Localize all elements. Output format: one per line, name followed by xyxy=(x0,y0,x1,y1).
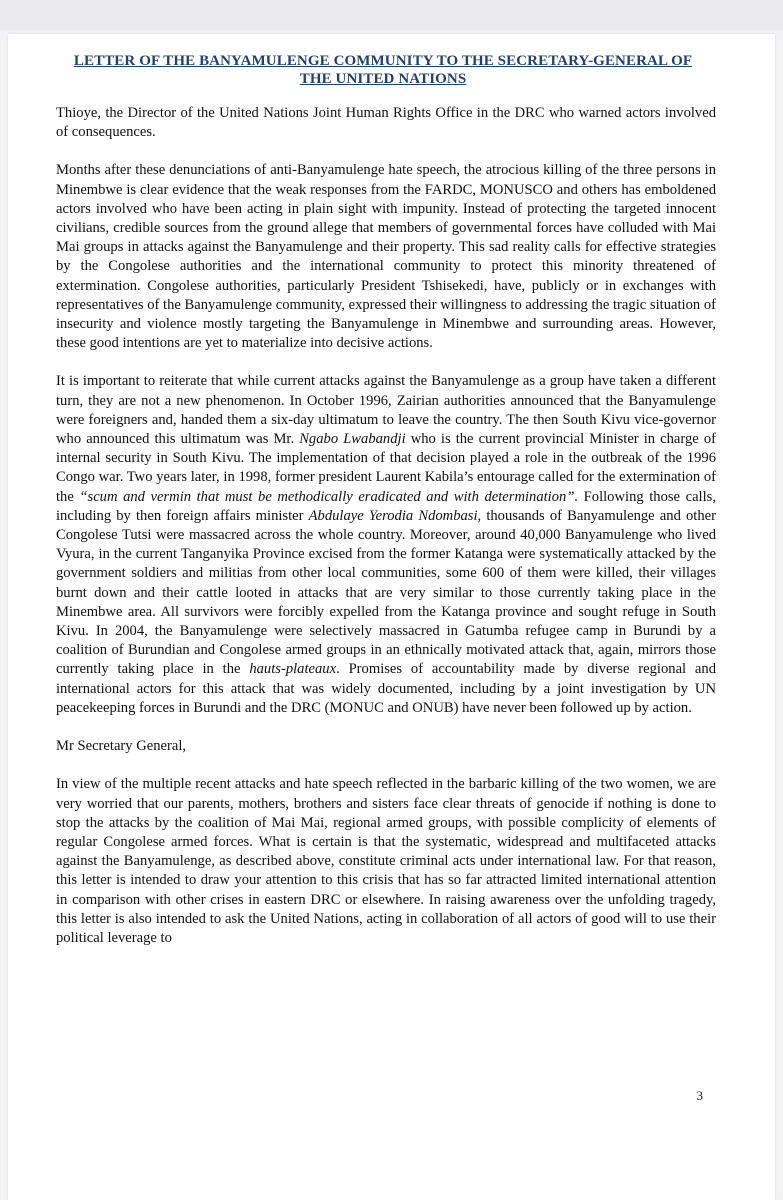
viewer-top-bar xyxy=(0,0,783,30)
page-number: 3 xyxy=(696,1088,703,1103)
paragraph-3-text-3: Following those calls, including by then foreign affairs minister xyxy=(56,488,716,524)
paragraph-3-text-5: . Promises of accountability made by diverse regional and international actors for this attack that was widely documented, including by a joint investigation by UN peacekeeping forces in Burundi and the DRC (MONUC and ONUB) have never been followed up by action. xyxy=(56,661,717,716)
paragraph-3-italic-name-1: Ngabo Lwabandji xyxy=(299,431,406,448)
paragraph-3-text-1: It is important to reiterate that while current attacks against the Banyamulenge as a group have taken a different turn, they are not a new phenomenon. In October 1996, Zairian authorities announced that the Banyamulenge were foreigners and, handed them a six-day ultimatum to leave the country. The then South Kivu vice-governor who announced this ultimatum was Mr. xyxy=(56,373,716,448)
document-body xyxy=(56,104,716,948)
paragraph-3-text-4: , thousands of Banyamulenge and other Congolese Tutsi were massacred across the whole country. Moreover, around 40,000 Banyamulenge who lived Vyura, in the current Tanganyika Province excised from the former Katanga were systematically attacked by the government soldiers and militias from other local communities, some 600 of them were killed, their villages burnt down and their cattle looted in attacks that are very similar to those currently taking place in the Minembwe area. All survivors were forcibly expelled from the Katanga province and sought refuge in South Kivu. In 2004, the Banyamulenge were selectively massacred in Gatumba refugee camp in Burundi by a coalition of Burundian and Congolese armed groups in an ethnically motivated attack that, again, mirrors those currently taking place in the xyxy=(56,507,716,678)
paragraph-1: Thioye, the Director of the United Nations Joint Human Rights Office in the DRC who warned actors involved of consequences. xyxy=(56,105,716,141)
paragraph-3-italic-name-2: Abdulaye Yerodia Ndombasi xyxy=(308,507,478,524)
paragraph-4: In view of the multiple recent attacks and hate speech reflected in the barbaric killing of the two women, we are very worried that our parents, mothers, brothers and sisters face clear threats of genocide if nothing is done to stop the attacks by the coalition of Mai Mai, regional armed groups, with possible complicity of elements of regular Congolese armed forces. What is certain is that the systematic, widespread and multifaceted attacks against the Banyamulenge, as described above, constitute criminal acts under international law. For that reason, this letter is intended to draw your attention to this crisis that has so far attracted limited international attention in comparison with other crises in eastern DRC or elsewhere. In raising awareness over the unfolding tragedy, this letter is also intended to ask the United Nations, acting in collaboration of all actors of good will to use their political leverage to xyxy=(56,776,716,946)
document-title: LETTER OF THE BANYAMULENGE COMMUNITY TO THE SECRETARY-GENERAL OF THE UNITED NATIONS xyxy=(73,53,693,87)
salutation: Mr Secretary General, xyxy=(56,738,187,755)
paragraph-3-italic-quote: “scum and vermin that must be methodically eradicated and with determination”. xyxy=(79,488,579,505)
paragraph-3-text-2: who is the current provincial Minister in charge of internal security in South Kivu. The implementation of that decision played a role in the outbreak of the 1996 Congo war. Two years later, in 1998, former president Laurent Kabila’s entourage called for the extermination of the xyxy=(56,431,716,505)
paragraph-2: Months after these denunciations of anti-Banyamulenge hate speech, the atrocious killing of the three persons in Minembwe is clear evidence that the weak responses from the FARDC, MONUSCO and others has emboldened actors involved who have been acting in plain sight with impunity. Instead of protecting the targeted innocent civilians, credible sources from the ground allege that members of governmental forces have colluded with Mai Mai groups in attacks against the Banyamulenge and their property. This sad reality calls for effective strategies by the Congolese authorities and the international community to protect this minority threatened of extermination. Congolese authorities, particularly President Tshisekedi, have, publicly or in exchanges with representatives of the Banyamulenge community, expressed their willingness to addressing the tragic situation of insecurity and violence mostly targeting the Banyamulenge in Minembwe and surrounding areas. However, these good intentions are yet to materialize into decisive actions. xyxy=(56,162,716,352)
paragraph-3-italic-place: hauts-plateaux xyxy=(249,661,337,678)
paragraph-3 xyxy=(56,372,716,718)
